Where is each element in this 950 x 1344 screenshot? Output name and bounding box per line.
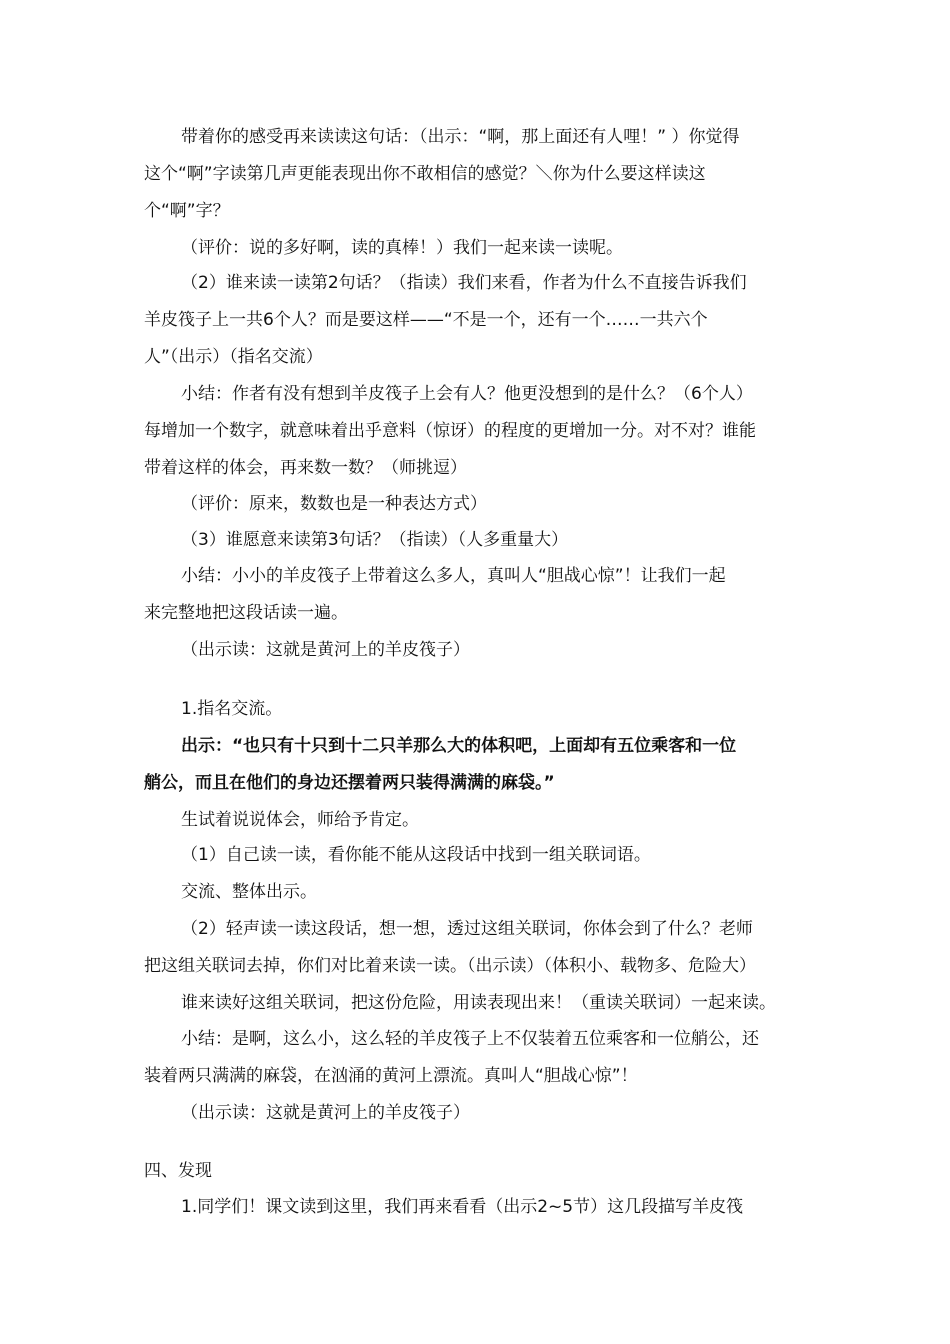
quote-line-1: 出示：“也只有十只到十二只羊那么大的体积吧，上面却有五位乘客和一位 — [181, 736, 737, 756]
paragraph-line-22: （2）轻声读一读这段话，想一想，透过这组关联词，你体会到了什么？老师 — [181, 919, 753, 939]
paragraph-line-12: （3）谁愿意来读第3句话？（指读）（人多重量大） — [181, 530, 569, 550]
section-heading: 四、发现 — [144, 1161, 212, 1181]
summary-line-6: 小结：是啊，这么小，这么轻的羊皮筏子上不仅装着五位乘客和一位艄公，还 — [181, 1029, 759, 1049]
evaluation-line-2: （评价：原来，数数也是一种表达方式） — [181, 494, 487, 514]
paragraph-line-24: 谁来读好这组关联词，把这份危险，用读表现出来！（重读关联词）一起来读。 — [181, 993, 776, 1013]
show-read-line-2: （出示读：这就是黄河上的羊皮筏子） — [181, 1103, 470, 1123]
summary-line-3: 带着这样的体会，再来数一数？（师挑逗） — [144, 458, 467, 478]
summary-line-1: 小结：作者有没有想到羊皮筏子上会有人？他更没想到的是什么？（6个人） — [181, 384, 753, 404]
show-read-line-1: （出示读：这就是黄河上的羊皮筏子） — [181, 640, 470, 660]
paragraph-line-23: 把这组关联词去掉，你们对比着来读一读。（出示读）（体积小、载物多、危险大） — [144, 956, 756, 976]
paragraph-line-21: 交流、整体出示。 — [181, 882, 317, 902]
summary-line-5: 来完整地把这段话读一遍。 — [144, 603, 348, 623]
paragraph-line-7: 人”（出示）（指名交流） — [144, 347, 323, 367]
paragraph-line-6: 羊皮筏子上一共6个人？而是要这样——“不是一个，还有一个……一共六个 — [144, 310, 708, 330]
paragraph-line-3: 个“啊”字？ — [144, 201, 230, 221]
step-line-1: 1.指名交流。 — [181, 699, 283, 719]
summary-line-4: 小结：小小的羊皮筏子上带着这么多人，真叫人“胆战心惊”！让我们一起 — [181, 566, 726, 586]
evaluation-line-1: （评价：说的多好啊，读的真棒！）我们一起来读一读呢。 — [181, 238, 623, 258]
quote-line-2: 艄公，而且在他们的身边还摆着两只装得满满的麻袋。” — [144, 773, 555, 793]
summary-line-2: 每增加一个数字，就意味着出乎意料（惊讶）的程度的更增加一分。对不对？谁能 — [144, 421, 756, 441]
summary-line-7: 装着两只满满的麻袋，在汹涌的黄河上漂流。真叫人“胆战心惊”！ — [144, 1066, 638, 1086]
paragraph-line-5: （2）谁来读一读第2句话？（指读）我们来看，作者为什么不直接告诉我们 — [181, 273, 747, 293]
paragraph-line-2: 这个“啊”字读第几声更能表现出你不敢相信的感觉？＼你为什么要这样读这 — [144, 164, 706, 184]
paragraph-line-29: 1.同学们！课文读到这里，我们再来看看（出示2~5节）这几段描写羊皮筏 — [181, 1197, 744, 1217]
paragraph-line-19: 生试着说说体会，师给予肯定。 — [181, 810, 419, 830]
paragraph-line-1: 带着你的感受再来读读这句话：（出示：“啊，那上面还有人哩！” ）你觉得 — [181, 127, 740, 147]
paragraph-line-20: （1）自己读一读，看你能不能从这段话中找到一组关联词语。 — [181, 845, 651, 865]
